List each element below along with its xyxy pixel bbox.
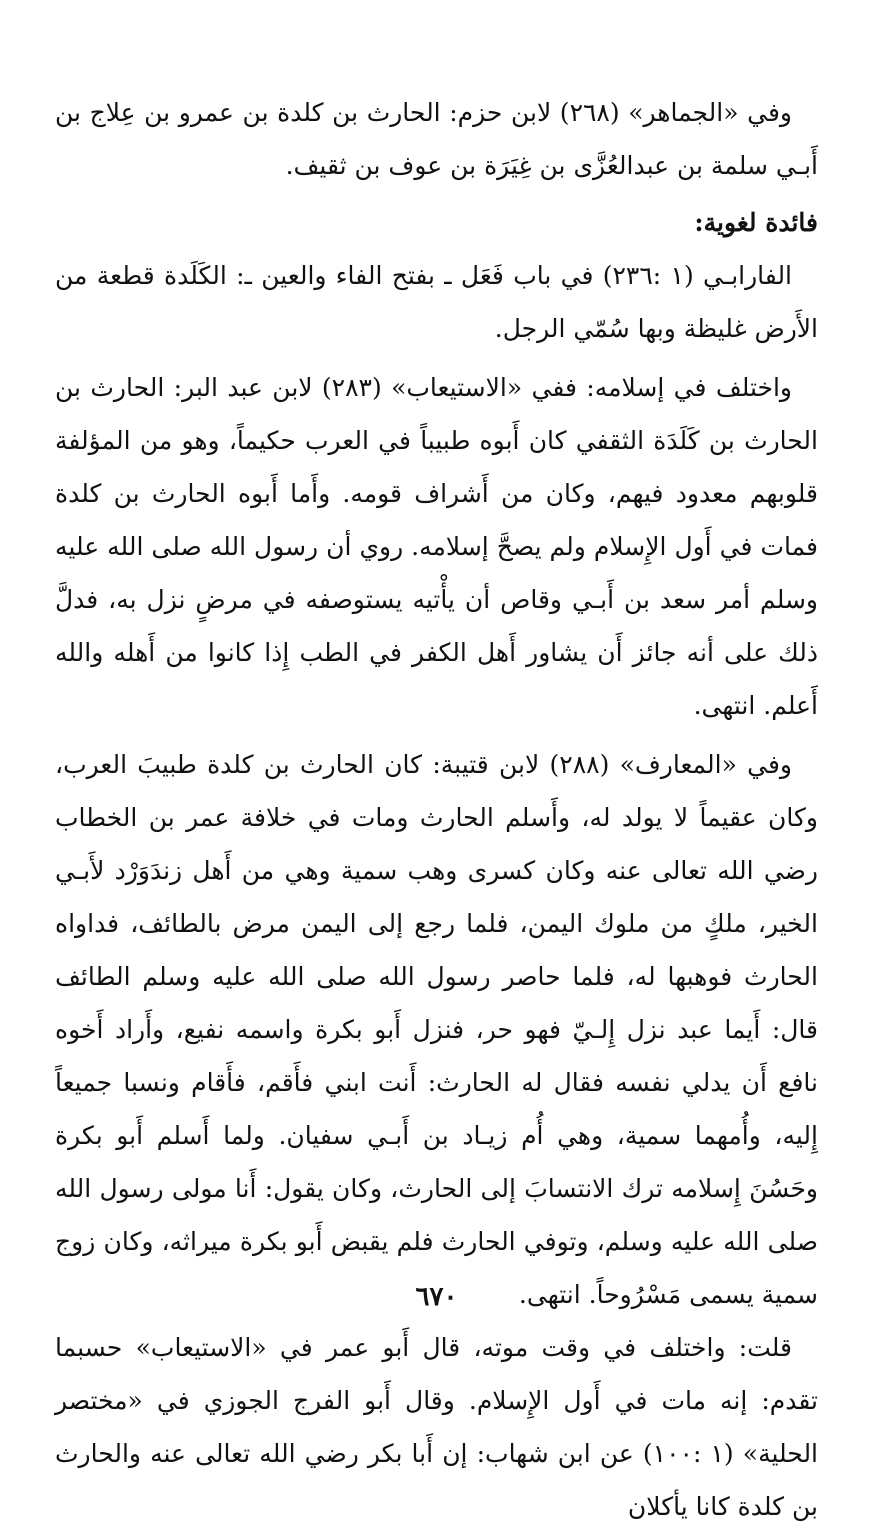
paragraph-death-note: قلت: واختلف في وقت موته، قال أَبو عمر في «الاستيعاب» حسبما تقدم: إنه مات في أَول الإِسلام. وقال أَبو الفرج الجوزي في «مختصر الحلية» (١ :١٠٠) عن ابن شهاب: إن أَبا بكر رضي الله تعالى عنه والحارث بن كلدة كانا يأكلان <box>55 1333 819 1521</box>
section-heading-linguistic-note: فائدة لغوية: <box>694 208 818 237</box>
paragraph-istiab: واختلف في إسلامه: ففي «الاستيعاب» (٢٨٣) لابن عبد البر: الحارث بن الحارث بن كَلَدَة الثقفي كان أَبوه طبيباً في العرب حكيماً، وهو من المؤلفة قلوبهم معدود فيهم، وكان من أَشراف قومه. وأَما أَبوه الحارث بن كلدة فمات في أَول الإِسلام ولم يصحَّ إسلامه. روي أن رسول الله صلى الله عليه وسلم أمر سعد بن أَبـي وقاص أن يأْتيه يستوصفه في مرضٍ نزل به، فدلَّ ذلك على أنه جائز أَن يشاور أَهل الكفر في الطب إِذا كانوا من أَهله والله أَعلم. انتهى. <box>55 373 818 720</box>
paragraph-farabi: الفارابـي (١ :٢٣٦) في باب فَعَل ـ بفتح الفاء والعين ـ: الكَلَدة قطعة من الأَرض غليظة وبها سُمّي الرجل. <box>55 261 818 343</box>
paragraph-maarif: وفي «المعارف» (٢٨٨) لابن قتيبة: كان الحارث بن كلدة طبيبَ العرب، وكان عقيماً لا يولد له، وأَسلم الحارث ومات في خلافة عمر بن الخطاب رضي الله تعالى عنه وكان كسرى وهب سمية وهي من أَهل زندَوَرْد لأَبـي الخير، ملكٍ من ملوك اليمن، فلما رجع إلى اليمن مرض بالطائف، فداواه الحارث فوهبها له، فلما حاصر رسول الله صلى الله عليه وسلم الطائف قال: أَيما عبد نزل إِلـيّ فهو حر، فنزل أَبو بكرة واسمه نفيع، وأَراد أَخوه نافع أَن يدلي نفسه فقال له الحارث: أَنت ابني فأَقم، فأَقام ونسبا جميعاً إِليه، وأُمهما سمية، وهي أُم زيـاد بن أَبـي سفيان. ولما أَسلم أَبو بكرة وحَسُنَ إِسلامه ترك الانتسابَ إلى الحارث، وكان يقول: أَنا مولى رسول الله صلى الله عليه وسلم، وتوفي الحارث فلم يقبض أَبو بكرة ميراثه، وكان زوج سمية يسمى مَسْرُوحاً. انتهى. <box>55 750 818 1309</box>
page-body <box>55 86 818 1533</box>
paragraph-jamahir: وفي «الجماهر» (٢٦٨) لابن حزم: الحارث بن كلدة بن عمرو بن عِلاج بن أَبـي سلمة بن عبدالعُزَّى بن غِيَرَة بن عوف بن ثقيف. <box>55 98 818 180</box>
page-number: ٦٧٠ <box>415 1282 458 1312</box>
